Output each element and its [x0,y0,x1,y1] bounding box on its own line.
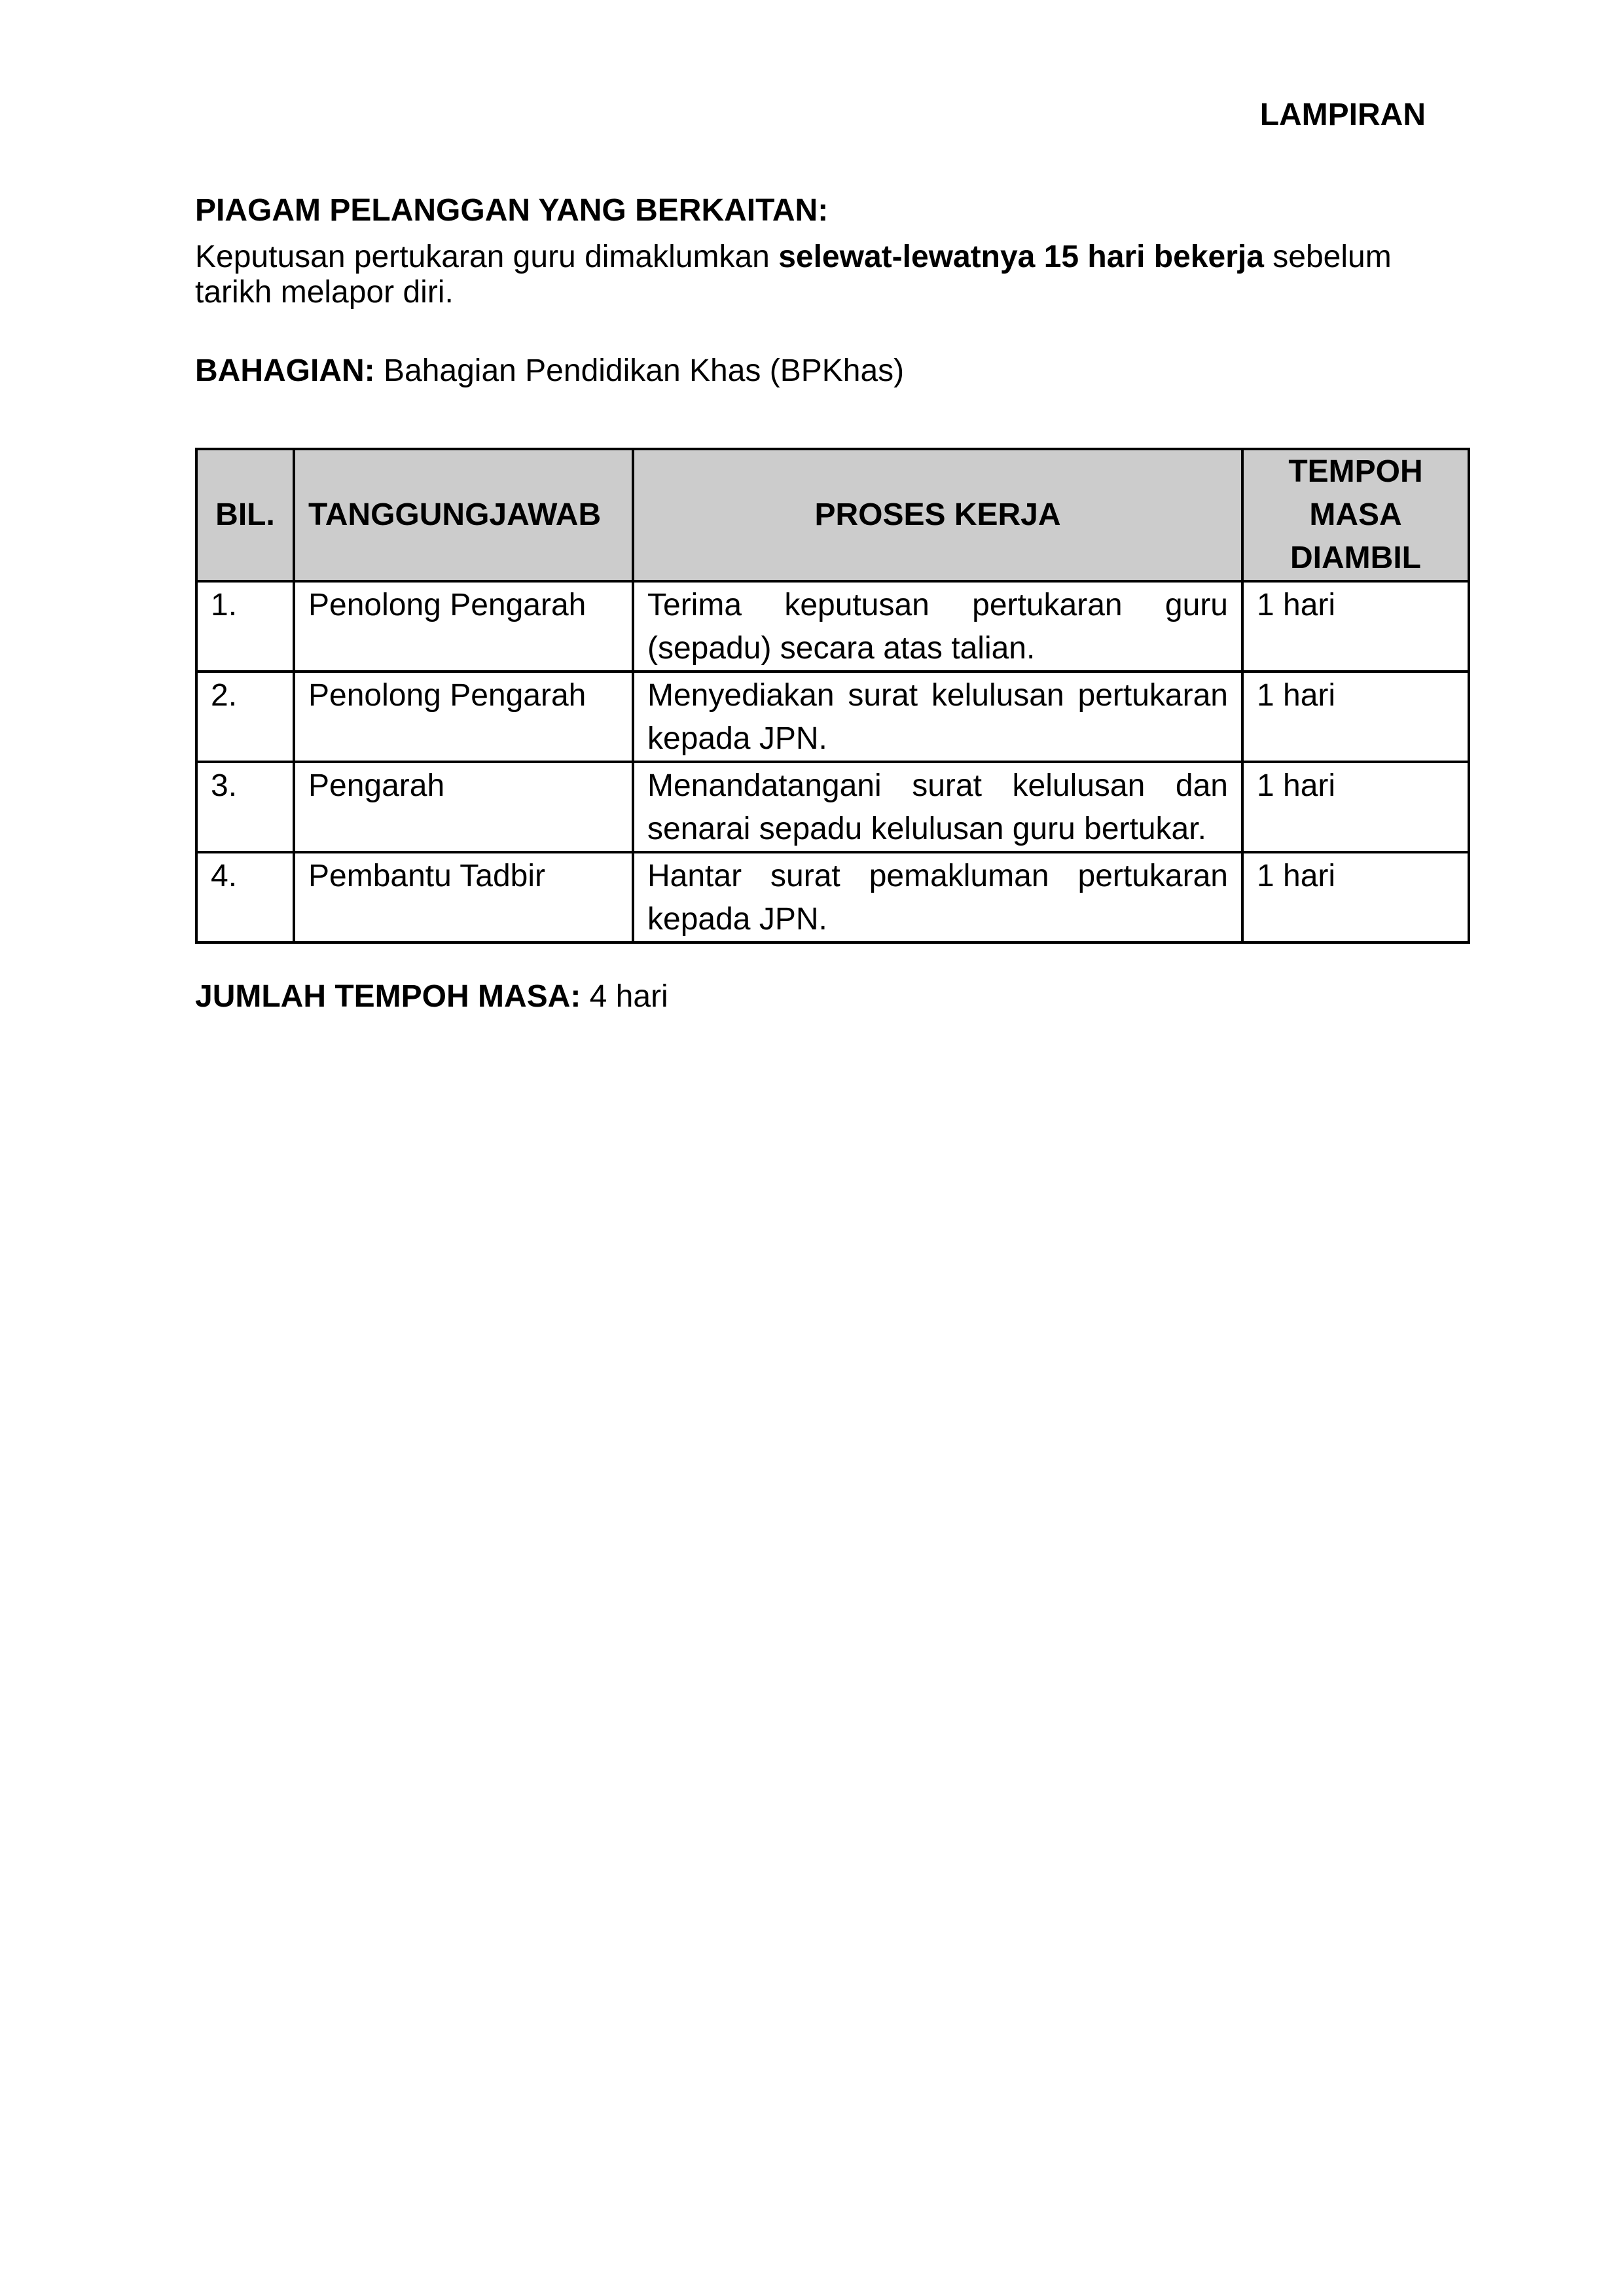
cell-tanggungjawab: Penolong Pengarah [294,672,633,762]
charter-text-emphasis: selewat-lewatnya 15 hari bekerja [778,240,1264,274]
division-label: BAHAGIAN: [195,353,375,388]
work-process-table [195,448,1470,944]
table-row [196,852,1469,942]
charter-text-end: sebelum tarikh melapor diri. [195,240,1392,310]
total-label: JUMLAH TEMPOH MASA: [195,979,581,1014]
cell-proses: Terima keputusan pertukaran guru (sepadu) secara atas talian. [633,581,1242,672]
total-duration-line [195,979,1426,1014]
customer-charter-text [195,240,1426,310]
cell-tempoh: 1 hari [1242,852,1469,942]
cell-proses: Menyediakan surat kelulusan pertukaran kepada JPN. [633,672,1242,762]
table-row [196,672,1469,762]
cell-bil: 2. [196,672,294,762]
division-line [195,353,1426,389]
table-row [196,762,1469,852]
section-title: PIAGAM PELANGGAN YANG BERKAITAN: [195,193,829,228]
cell-tanggungjawab: Pembantu Tadbir [294,852,633,942]
column-header-bil: BIL. [196,449,294,581]
cell-tempoh: 1 hari [1242,581,1469,672]
column-header-proses-kerja: PROSES KERJA [633,449,1242,581]
cell-tanggungjawab: Pengarah [294,762,633,852]
cell-bil: 1. [196,581,294,672]
column-header-tempoh-masa: TEMPOH MASA DIAMBIL [1242,449,1469,581]
appendix-label: LAMPIRAN [1259,98,1426,132]
table-row [196,581,1469,672]
cell-bil: 4. [196,852,294,942]
column-header-tanggungjawab: TANGGUNGJAWAB [294,449,633,581]
total-value: 4 hari [581,979,668,1014]
charter-text-start: Keputusan pertukaran guru dimaklumkan [195,240,779,274]
cell-bil: 3. [196,762,294,852]
cell-tempoh: 1 hari [1242,672,1469,762]
cell-tempoh: 1 hari [1242,762,1469,852]
cell-proses: Hantar surat pemakluman pertukaran kepada JPN. [633,852,1242,942]
division-value: Bahagian Pendidikan Khas (BPKhas) [374,353,905,388]
cell-proses: Menandatangani surat kelulusan dan senarai sepadu kelulusan guru bertukar. [633,762,1242,852]
cell-tanggungjawab: Penolong Pengarah [294,581,633,672]
table-header-row [196,449,1469,581]
